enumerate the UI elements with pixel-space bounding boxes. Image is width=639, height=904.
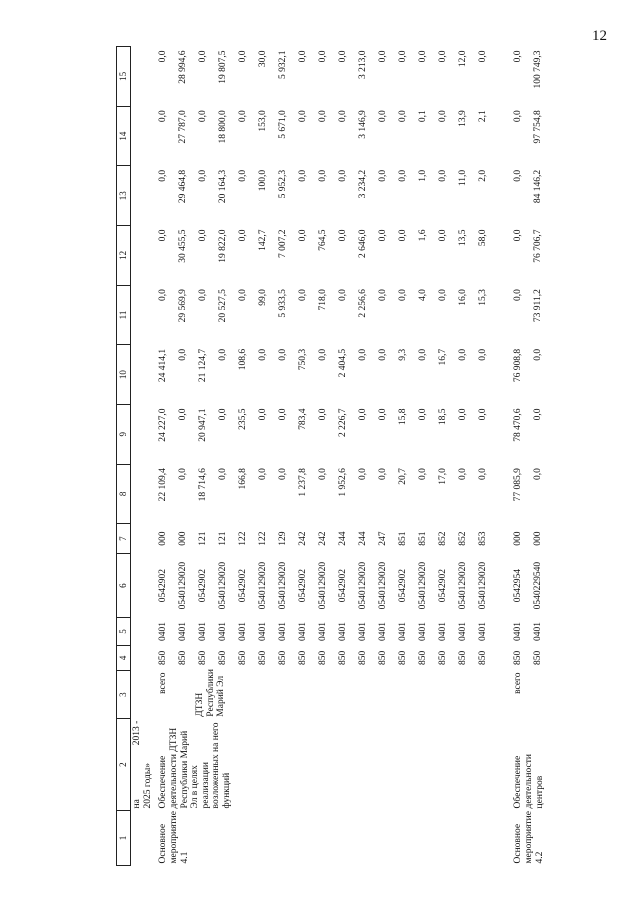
table-cell: 247 (378, 531, 389, 546)
table-cell: 0,0 (278, 348, 289, 361)
table-cell: 18,5 (438, 408, 449, 426)
table-cell: 16,7 (438, 348, 449, 366)
table-cell: 0,0 (278, 468, 289, 480)
table-cell: 12,0 (458, 50, 469, 68)
table-cell: 0,0 (438, 50, 449, 63)
table-cell: 0542902 (438, 569, 449, 603)
table-cell: 2 646,0 (358, 229, 369, 259)
table-cell: 1,0 (418, 169, 429, 182)
col-11-header: 11 (117, 285, 131, 345)
table-cell: 0540129020 (478, 561, 489, 610)
table-cell: 0540129020 (178, 561, 189, 610)
table-cell: 1 237,8 (298, 468, 309, 497)
table-cell: 0540229540 (533, 561, 544, 610)
table-cell: 3 213,0 (358, 50, 369, 79)
table-cell: 851 (398, 531, 409, 546)
table-cell: 850 (418, 650, 429, 666)
table-cell: 0,0 (378, 50, 389, 63)
table-cell: 0,0 (398, 169, 409, 182)
table-cell: 850 (513, 650, 524, 666)
table-cell: 0,0 (358, 468, 369, 480)
table-cell: 30,0 (258, 50, 269, 68)
table-cell: 0401 (533, 622, 544, 642)
table-cell: 0401 (218, 622, 229, 642)
table-cell: 0,0 (198, 110, 209, 123)
table-cell: 0,0 (158, 169, 169, 182)
table-cell: 13,5 (458, 229, 469, 247)
table-cell: 5 671,0 (278, 110, 289, 139)
table-cell: 29 464,8 (178, 169, 189, 204)
table-cell: 0,0 (238, 110, 249, 123)
table-cell: 18 800,0 (218, 110, 229, 144)
table-cell: 122 (258, 531, 269, 546)
table-cell: 0540129020 (378, 561, 389, 610)
table-cell: 0,1 (418, 110, 429, 123)
table-cell: 0,0 (513, 169, 524, 182)
table-cell: 850 (238, 650, 249, 666)
table-cell: 0401 (513, 622, 524, 642)
table-cell: 24 414,1 (158, 348, 169, 383)
table-cell: 0401 (338, 622, 349, 642)
table-cell: 2 226,7 (338, 408, 349, 437)
table-cell: 142,7 (258, 229, 269, 251)
table-cell: 0542954 (513, 569, 524, 603)
table-cell: 19 822,0 (218, 229, 229, 263)
table-cell: 242 (298, 531, 309, 546)
table-cell: 0401 (418, 622, 429, 642)
program-title-tail (131, 719, 155, 811)
table-cell: 129 (278, 531, 289, 546)
table-cell: 850 (298, 650, 309, 666)
table-cell: 0,0 (258, 408, 269, 421)
table-cell: 0,0 (513, 229, 524, 242)
table-cell: 0540129020 (418, 561, 429, 610)
table-cell: 0,0 (478, 50, 489, 63)
table-cell: 0,0 (418, 50, 429, 63)
table-cell: 850 (478, 650, 489, 666)
table-cell: 0,0 (438, 169, 449, 182)
table-cell: 5 952,3 (278, 169, 289, 199)
table-cell: 244 (358, 531, 369, 546)
table-cell: 20 947,1 (198, 408, 209, 442)
table-cell: 0542902 (238, 569, 249, 603)
table-cell: 3 146,9 (358, 110, 369, 139)
table-cell: 0,0 (513, 50, 524, 63)
table-cell: 5 932,1 (278, 50, 289, 79)
table-cell: 0401 (178, 622, 189, 642)
col-15-header: 15 (117, 47, 131, 107)
table-cell: 0,0 (318, 348, 329, 361)
table-cell: 0,0 (358, 348, 369, 361)
table-cell: 76 908,8 (513, 348, 524, 383)
table-cell: 750,3 (298, 348, 309, 371)
table-row (509, 47, 532, 866)
table-cell: 0,0 (513, 289, 524, 302)
table-cell: 78 470,6 (513, 408, 524, 442)
table-cell: 0,0 (338, 50, 349, 63)
measure-description: Обеспечение деятельности центров (513, 754, 545, 809)
table-cell: 0,0 (458, 348, 469, 361)
table-cell: 0540129020 (278, 561, 289, 610)
table-cell: 5 933,5 (278, 289, 289, 318)
table-cell: 0542902 (338, 569, 349, 603)
table-cell: 0,0 (438, 229, 449, 242)
table-cell: 0,0 (533, 408, 544, 421)
executor-cell (154, 671, 497, 719)
table-cell: 0,0 (478, 468, 489, 480)
table-cell: 0,0 (378, 110, 389, 123)
table-cell: 0,0 (338, 289, 349, 302)
table-cell: 0,0 (398, 110, 409, 123)
table-cell: 783,4 (298, 408, 309, 430)
column-number-row (117, 47, 131, 866)
col-3-header: 3 (117, 671, 131, 719)
table-cell: 20 164,3 (218, 169, 229, 204)
col-4-header: 4 (117, 645, 131, 670)
table-cell: 0542902 (298, 569, 309, 603)
intro-row (131, 47, 155, 866)
col-10-header: 10 (117, 345, 131, 405)
table-cell: 0401 (458, 622, 469, 642)
col-6-header: 6 (117, 554, 131, 618)
table-cell: 0,0 (533, 468, 544, 480)
table-cell: 853 (478, 531, 489, 546)
table-cell: 0,0 (438, 289, 449, 302)
table-cell: 242 (318, 531, 329, 546)
table-cell: 0,0 (398, 229, 409, 242)
table-cell: 28 994,6 (178, 50, 189, 84)
table-cell: 0540129020 (358, 561, 369, 610)
table-cell: 0,0 (298, 110, 309, 123)
table-cell: 15,8 (398, 408, 409, 426)
col-12-header: 12 (117, 226, 131, 286)
table-cell: 850 (378, 650, 389, 666)
table-cell: 0,0 (158, 289, 169, 302)
table-cell: 3 234,2 (358, 169, 369, 199)
table-cell: 0401 (378, 622, 389, 642)
col-7-header: 7 (117, 524, 131, 554)
col-14-header: 14 (117, 106, 131, 166)
table-cell: 235,5 (238, 408, 249, 430)
group-spacer (497, 47, 509, 866)
table-cell: 99,0 (258, 289, 269, 306)
table-cell: 121 (198, 531, 209, 546)
table-cell: 764,5 (318, 229, 329, 251)
table-cell: 0,0 (258, 348, 269, 361)
table-cell: 0,0 (318, 408, 329, 421)
rotated-table-container (116, 46, 636, 866)
table-cell: 24 227,0 (158, 408, 169, 442)
table-cell: 29 569,9 (178, 289, 189, 323)
table-cell: 0,0 (278, 408, 289, 421)
col-2-header: 2 (117, 719, 131, 811)
measure-name: Основное мероприятие 4.2 (513, 811, 545, 864)
table-cell: 0,0 (298, 50, 309, 63)
table-cell: 0,0 (198, 169, 209, 182)
table-cell: 0542902 (398, 569, 409, 603)
table-cell: 0,0 (238, 289, 249, 302)
table-cell: 0540129020 (458, 561, 469, 610)
table-cell: 0,0 (378, 229, 389, 242)
table-cell: 850 (198, 650, 209, 666)
table-cell: 166,8 (238, 468, 249, 490)
table-cell: 850 (438, 650, 449, 666)
table-cell: 100 749,3 (533, 50, 544, 89)
table-cell: 850 (338, 650, 349, 666)
table-cell: 850 (533, 650, 544, 666)
table-cell: 0540129020 (258, 561, 269, 610)
measure-name: Основное мероприятие 4.1 (158, 811, 190, 864)
table-cell: 0401 (258, 622, 269, 642)
table-cell: 0,0 (418, 408, 429, 421)
table-cell: 851 (418, 531, 429, 546)
table-cell: 2 256,6 (358, 289, 369, 318)
table-cell: 58,0 (478, 229, 489, 247)
table-cell: 97 754,8 (533, 110, 544, 144)
budget-table (116, 46, 552, 866)
table-cell: 850 (218, 650, 229, 666)
table-cell: 0,0 (478, 408, 489, 421)
table-cell: 0401 (238, 622, 249, 642)
measure-description: Обеспечение деятельности ДТЗН Республики Марий Эл в целях реализации возложенных на него функций (158, 722, 232, 809)
table-cell: 0,0 (458, 408, 469, 421)
table-cell: 0,0 (358, 408, 369, 421)
table-cell: 18 714,6 (198, 468, 209, 502)
table-cell: 0,0 (198, 289, 209, 302)
table-cell: 0,0 (238, 229, 249, 242)
table-cell: 0,0 (158, 229, 169, 242)
table-cell: 27 787,0 (178, 110, 189, 144)
table-cell: 0,0 (378, 468, 389, 480)
table-cell: 121 (218, 531, 229, 546)
table-cell: 30 455,5 (178, 229, 189, 263)
table-cell: 000 (178, 531, 189, 546)
page-number: 12 (592, 28, 607, 44)
table-cell: 0,0 (378, 289, 389, 302)
col-1-header: 1 (117, 810, 131, 865)
table-cell: 2,1 (478, 110, 489, 123)
col-5-header: 5 (117, 618, 131, 646)
intro-line-2: 2013 - (132, 720, 142, 746)
table-cell: 0401 (158, 622, 169, 642)
table-cell: 0,0 (298, 229, 309, 242)
table-cell: 0,0 (318, 50, 329, 63)
table-cell: 0542902 (158, 569, 169, 603)
table-cell: 0,0 (318, 468, 329, 480)
table-cell: 1 952,6 (338, 468, 349, 497)
table-cell: 108,6 (238, 348, 249, 371)
table-cell: 0,0 (178, 468, 189, 480)
table-cell: 11,0 (458, 169, 469, 187)
table-cell: 0401 (438, 622, 449, 642)
table-cell: 850 (258, 650, 269, 666)
table-cell: 0,0 (378, 169, 389, 182)
table-cell: 21 124,7 (198, 348, 209, 383)
table-cell: 13,9 (458, 110, 469, 127)
table-cell: 0,0 (158, 110, 169, 123)
table-cell: 0540129020 (218, 561, 229, 610)
table-cell: 0,0 (378, 348, 389, 361)
table-cell: 0,0 (298, 169, 309, 182)
table-cell: 0,0 (158, 50, 169, 63)
table-cell: 0542902 (198, 569, 209, 603)
executor-total: всего (158, 672, 169, 694)
table-cell: 73 911,2 (533, 289, 544, 323)
intro-line-1: на (132, 799, 142, 809)
table-cell: 0401 (478, 622, 489, 642)
table-cell: 0,0 (218, 348, 229, 361)
table-cell: 0,0 (338, 110, 349, 123)
col-9-header: 9 (117, 404, 131, 464)
table-cell: 76 706,7 (533, 229, 544, 263)
table-cell: 16,0 (458, 289, 469, 306)
table-cell: 850 (278, 650, 289, 666)
table-cell: 1,6 (418, 229, 429, 242)
table-cell: 0401 (198, 622, 209, 642)
table-cell: 718,0 (318, 289, 329, 311)
table-cell: 244 (338, 531, 349, 546)
table-cell: 0,0 (338, 229, 349, 242)
table-cell: 000 (158, 531, 169, 546)
table-cell: 4,0 (418, 289, 429, 302)
table-cell: 0,0 (238, 50, 249, 63)
executor-name: ДТЗН Республики Марий Эл (194, 669, 227, 717)
table-cell: 0,0 (458, 468, 469, 480)
table-cell: 0,0 (198, 229, 209, 242)
table-cell: 0,0 (338, 169, 349, 182)
table-cell: 19 807,5 (218, 50, 229, 84)
table-cell: 0,0 (238, 169, 249, 182)
table-cell: 0,0 (298, 289, 309, 302)
table-cell: 2,0 (478, 169, 489, 182)
intro-line-3: 2025 годы» (142, 762, 153, 809)
table-cell: 0,0 (478, 348, 489, 361)
table-cell: 100,0 (258, 169, 269, 192)
table-cell: 000 (513, 531, 524, 546)
table-cell: 20 527,5 (218, 289, 229, 323)
table-cell: 7 007,2 (278, 229, 289, 259)
table-cell: 0,0 (418, 348, 429, 361)
table-cell: 17,0 (438, 468, 449, 485)
table-cell: 850 (398, 650, 409, 666)
table-cell: 0,0 (513, 110, 524, 123)
table-cell: 20,7 (398, 468, 409, 485)
col-13-header: 13 (117, 166, 131, 226)
table-cell: 0,0 (198, 50, 209, 63)
table-cell: 2 404,5 (338, 348, 349, 378)
table-cell: 0,0 (398, 289, 409, 302)
table-cell: 0,0 (418, 468, 429, 480)
table-cell: 0401 (318, 622, 329, 642)
table-cell: 0,0 (218, 468, 229, 480)
table-cell: 850 (358, 650, 369, 666)
table-cell: 0,0 (178, 408, 189, 421)
table-cell: 0401 (278, 622, 289, 642)
table-cell: 0,0 (533, 348, 544, 361)
table-cell: 77 085,9 (513, 468, 524, 502)
table-cell: 0,0 (378, 408, 389, 421)
table-cell: 850 (318, 650, 329, 666)
table-cell: 15,3 (478, 289, 489, 306)
table-cell: 0401 (398, 622, 409, 642)
table-cell: 852 (458, 531, 469, 546)
table-cell: 850 (178, 650, 189, 666)
table-cell: 0540129020 (318, 561, 329, 610)
table-cell: 153,0 (258, 110, 269, 132)
table-cell: 000 (533, 531, 544, 546)
table-cell: 0,0 (318, 110, 329, 123)
table-body (131, 47, 553, 866)
table-cell: 0,0 (178, 348, 189, 361)
table-cell: 852 (438, 531, 449, 546)
table-cell: 0,0 (218, 408, 229, 421)
table-cell: 9,3 (398, 348, 409, 361)
table-cell: 850 (458, 650, 469, 666)
table-cell: 0,0 (438, 110, 449, 123)
table-cell: 0,0 (258, 468, 269, 480)
table-cell: 22 109,4 (158, 468, 169, 502)
table-cell: 84 146,2 (533, 169, 544, 204)
table-row (154, 47, 177, 866)
table-cell: 122 (238, 531, 249, 546)
table-cell: 850 (158, 650, 169, 666)
table-cell: 0401 (298, 622, 309, 642)
col-8-header: 8 (117, 464, 131, 524)
executor-cell (509, 671, 552, 719)
executor-total: всего (513, 672, 524, 694)
table-cell: 0,0 (318, 169, 329, 182)
table-cell: 0,0 (398, 50, 409, 63)
table-cell: 0401 (358, 622, 369, 642)
